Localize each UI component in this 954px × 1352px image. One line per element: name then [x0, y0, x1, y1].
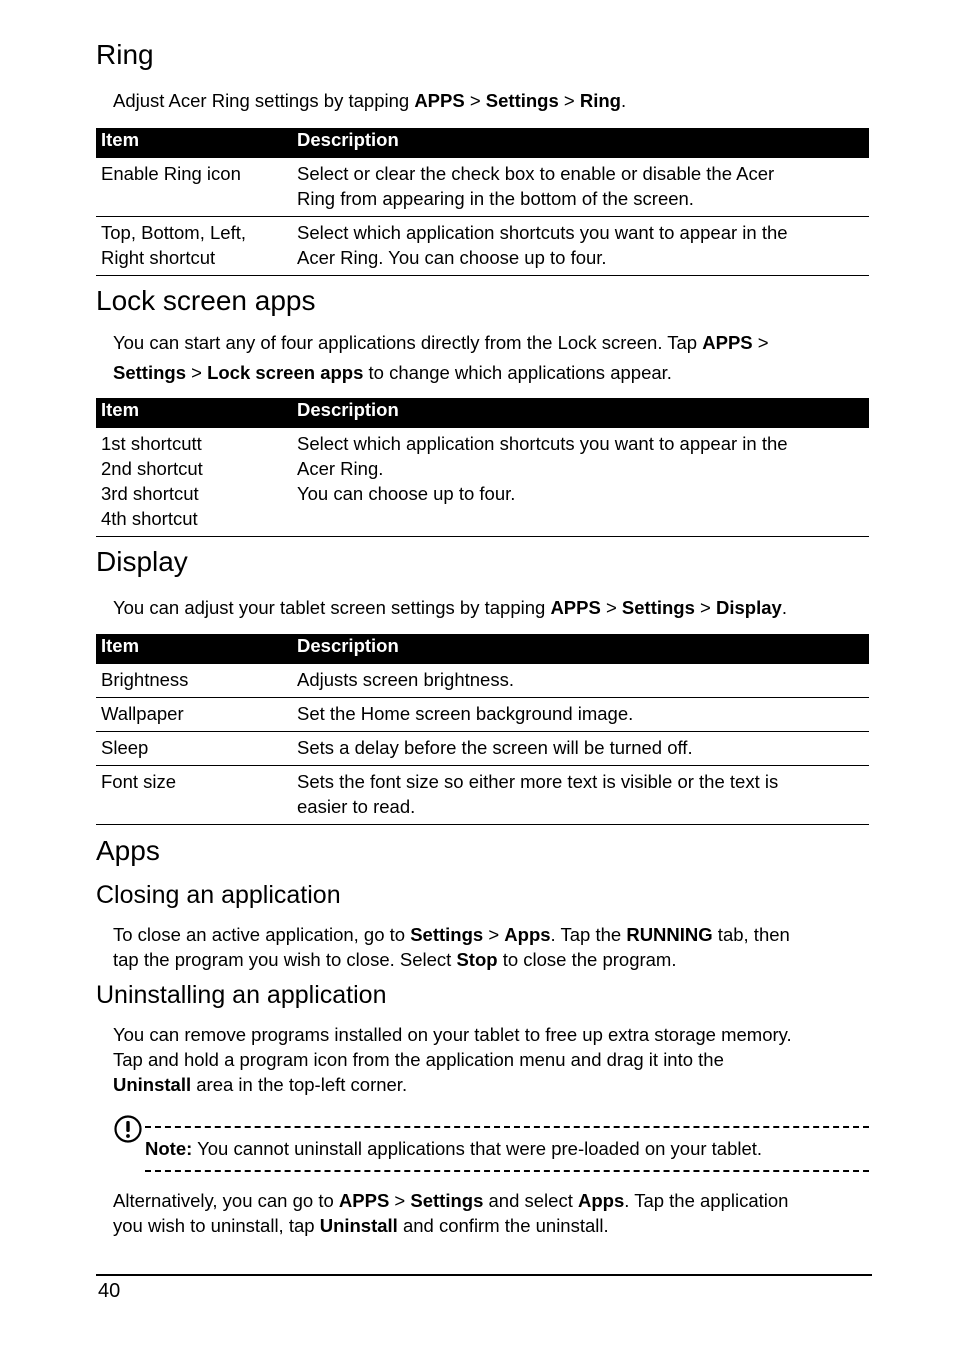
bold-term: Settings [485, 90, 559, 111]
table-row [96, 698, 869, 732]
cell-line: 2nd shortcut [101, 458, 203, 479]
table-header-row [96, 128, 869, 158]
cell-line: Select or clear the check box to enable or disable the Acer [297, 163, 775, 184]
alternative-text: Alternatively, you can go to APPS > Settings and select Apps. Tap the application you wish to uninstall, tap Uninstall and confirm the uninstall. [113, 1190, 789, 1236]
bold-term: Note: [145, 1138, 193, 1159]
cell-line: easier to read. [297, 796, 416, 817]
cell-item [96, 698, 292, 732]
subheading-closing-application: Closing an application [96, 881, 341, 909]
column-header-description: Description [292, 128, 869, 158]
note-text: Note: You cannot uninstall applications that were pre-loaded on your tablet. [145, 1138, 763, 1159]
cell-description [292, 732, 869, 766]
note-top-divider [145, 1126, 869, 1128]
bold-term: APPS [550, 597, 601, 618]
note-box [113, 1112, 873, 1174]
table-row [96, 217, 869, 276]
bold-term: Settings [410, 924, 484, 945]
cell-item [96, 664, 292, 698]
cell-line: Wallpaper [101, 703, 184, 724]
bold-term: Lock screen apps [207, 362, 364, 383]
bold-term: Settings [621, 597, 695, 618]
cell-item [96, 766, 292, 825]
column-header-description: Description [292, 634, 869, 664]
cell-line: Brightness [101, 669, 189, 690]
column-header-item: Item [96, 398, 292, 428]
section-heading-ring: Ring [96, 39, 154, 70]
note-bottom-divider [145, 1170, 869, 1172]
cell-line: Enable Ring icon [101, 163, 241, 184]
display-table [96, 634, 869, 825]
bold-term: RUNNING [626, 924, 713, 945]
page-number: 40 [98, 1280, 121, 1302]
cell-line: Top, Bottom, Left, [101, 222, 246, 243]
cell-line: Adjusts screen brightness. [297, 669, 514, 690]
bold-term: Apps [504, 924, 551, 945]
cell-line: Right shortcut [101, 247, 216, 268]
cell-item [96, 158, 292, 217]
section-heading-display: Display [96, 546, 188, 577]
cell-line: 3rd shortcut [101, 483, 199, 504]
table-row [96, 428, 869, 537]
cell-line: Ring from appearing in the bottom of the screen. [297, 188, 694, 209]
bold-term: Settings [410, 1190, 484, 1211]
cell-line: Acer Ring. [297, 458, 384, 479]
subheading-uninstalling-application: Uninstalling an application [96, 981, 387, 1009]
uninstalling-text: You can remove programs installed on your tablet to free up extra storage memory. Tap and hold a program icon from the application menu and drag it into the Uninstall area in the top-left corner. [113, 1024, 792, 1095]
cell-line: Sleep [101, 737, 149, 758]
cell-description [292, 217, 869, 276]
bold-term: Apps [578, 1190, 625, 1211]
bold-term: APPS [414, 90, 465, 111]
cell-line: You can choose up to four. [297, 483, 516, 504]
bold-term: Display [716, 597, 782, 618]
cell-item [96, 428, 292, 537]
table-row [96, 732, 869, 766]
lockscreen-intro: You can start any of four applications directly from the Lock screen. Tap APPS > Settings > Lock screen apps to change which applications appear. [113, 332, 769, 383]
ring-intro: Adjust Acer Ring settings by tapping APPS > Settings > Ring. [113, 90, 627, 111]
cell-line: Acer Ring. You can choose up to four. [297, 247, 607, 268]
cell-line: Select which application shortcuts you want to appear in the [297, 433, 788, 454]
bold-term: Ring [579, 90, 621, 111]
bold-term: Uninstall [113, 1074, 192, 1095]
lockscreen-table [96, 398, 869, 537]
bold-term: Uninstall [319, 1215, 398, 1236]
table-row [96, 664, 869, 698]
bold-term: Settings [113, 362, 186, 383]
cell-item [96, 217, 292, 276]
cell-description [292, 158, 869, 217]
cell-line: Font size [101, 771, 177, 792]
footer-rule [96, 1274, 872, 1276]
cell-line: 1st shortcutt [101, 433, 202, 454]
bold-term: Stop [456, 949, 498, 970]
column-header-description: Description [292, 398, 869, 428]
cell-line: Set the Home screen background image. [297, 703, 634, 724]
cell-description [292, 428, 869, 537]
bold-term: APPS [702, 332, 753, 353]
cell-line: 4th shortcut [101, 508, 198, 529]
cell-description [292, 698, 869, 732]
column-header-item: Item [96, 634, 292, 664]
cell-line: Select which application shortcuts you want to appear in the [297, 222, 788, 243]
table-row [96, 766, 869, 825]
cell-line: Sets a delay before the screen will be turned off. [297, 737, 693, 758]
cell-item [96, 732, 292, 766]
ring-table [96, 128, 869, 276]
table-header-row [96, 634, 869, 664]
section-heading-lock-screen-apps: Lock screen apps [96, 285, 316, 316]
bold-term: APPS [338, 1190, 390, 1211]
display-intro: You can adjust your tablet screen settings by tapping APPS > Settings > Display. [113, 597, 787, 618]
exclamation-circle-icon [113, 1114, 143, 1144]
column-header-item: Item [96, 128, 292, 158]
cell-description [292, 664, 869, 698]
table-header-row [96, 398, 869, 428]
table-row [96, 158, 869, 217]
cell-description [292, 766, 869, 825]
cell-line: Sets the font size so either more text is visible or the text is [297, 771, 779, 792]
section-heading-apps: Apps [96, 835, 160, 866]
closing-text: To close an active application, go to Settings > Apps. Tap the RUNNING tab, then tap the program you wish to close. Select Stop to close the program. [113, 924, 790, 970]
